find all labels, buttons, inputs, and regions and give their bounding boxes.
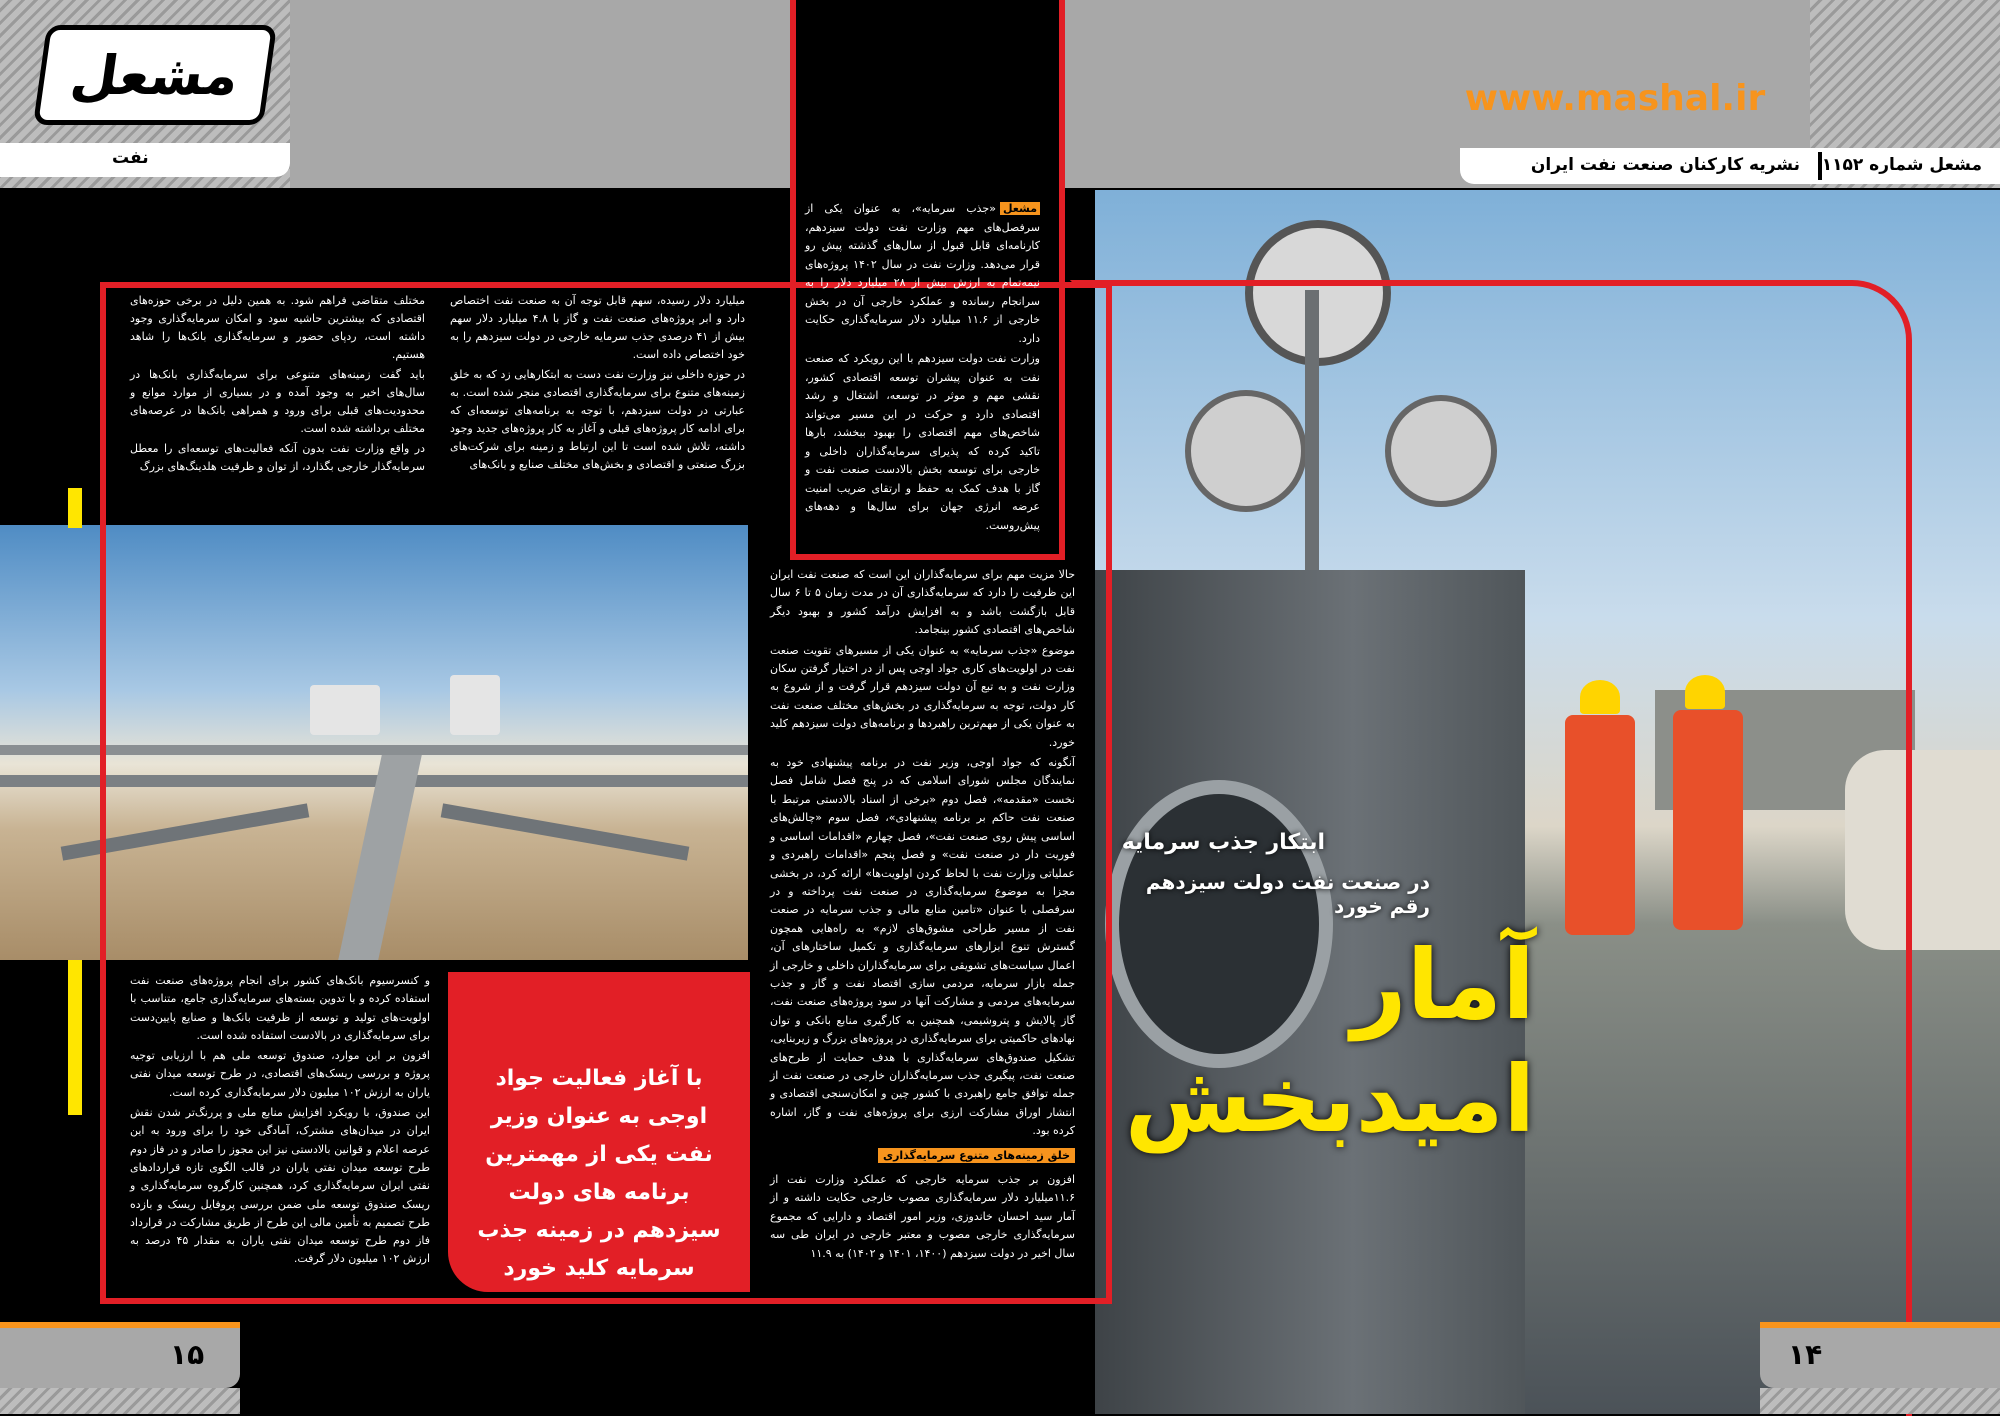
center-paragraph-4: افزون بر جذب سرمایه خارجی که عملکرد وزارت نفت از ۱۱.۶میلیارد دلار سرمایه‌گذاری مصوب خارجی حکایت داشته و از آمار سید احسان خاندوزی، وزیر امور اقتصاد و دارایی که مجموع سرمایه‌گذاری خارجی مصوب و معتبر خارجی در ایران طی سه سال اخیر در دولت سیزدهم (۱۴۰۰، ۱۴۰۱ و ۱۴۰۲) به ۱۱.۹ [770, 1173, 1075, 1260]
pullquote-text: با آغاز فعالیت جواد اوجی به عنوان وزیر نفت یکی از مهمترین برنامه های دولت سیزدهم در زمینه جذب سرمایه کلید خورد [477, 1066, 721, 1281]
yellow-bar-bottom [68, 960, 82, 1115]
footer-hatch-left [0, 1388, 240, 1414]
footer-hatch-right [1760, 1388, 2000, 1414]
left-bottom-column [130, 972, 430, 1271]
intro-paragraph-1: «جذب سرمایه»، به عنوان یکی از سرفصل‌های مهم وزارت نفت دولت سیزدهم، کارنامه‌ای قابل قبول از سال‌های گذشته پیش رو قرار می‌دهد. وزارت نفت در سال ۱۴۰۲ پروژه‌های نیمه‌تمام به ارزش بیش از ۲۸ میلیارد دلار را به سرانجام رسانده و عملکرد خارجی آن در بخش خارجی از ۱۱.۶ میلیارد دلار سرمایه‌گذاری حکایت دارد. [805, 202, 1040, 345]
source-tag: مشعل [1000, 202, 1040, 215]
headline-title-2: امیدبخش [1124, 1046, 1535, 1153]
left-bottom-paragraph-3: این صندوق، با رویکرد افزایش منابع ملی و پررنگ‌تر شدن نقش ایران در میدان‌های مشترک، آمادگی خود را برای ورود به این عرصه اعلام و قوانین بالادستی نیز این مجوز را صادر و در فاز دوم طرح توسعه میدان نفتی یاران در قالب الگوی تازه قراردادهای نفتی ایران سرمایه‌گذاری کرد، همچنین کارگروه سرمایه‌گذاری و ریسک صندوق توسعه ملی ضمن بررسی پروفایل ریسک و بازده طرح تصمیم به تأمین مالی این طرح از طریق مشارکت در قرارداد فاز دوم طرح توسعه میدان نفتی یاران به مقدار ۴۵ درصد به ارزش ۱۰۲ میلیون دلار گرفت. [130, 1106, 431, 1266]
footer-right [1760, 1322, 2000, 1388]
publication-name: نشریه کارکنان صنعت نفت ایران [1530, 155, 1800, 175]
left-b-paragraph-3: در واقع وزارت نفت بدون آنکه فعالیت‌های توسعه‌ای را معطل سرمایه‌گذار خارجی بگذارد، از توان و ظرفیت هلدینگ‌های بزرگ [130, 442, 425, 473]
intro-paragraph-2: وزارت نفت دولت سیزدهم با این رویکرد که صنعت نفت به عنوان پیشران توسعه اقتصادی کشور، نقشی مهم و موثر در توسعه، اشتغال و رشد اقتصادی دارد و حرکت در این مسیر می‌تواند شاخص‌های مهم اقتصادی را بهبود ببخشد، بارها تاکید کرده که پذیرای سرمایه‌گذاران داخلی و خارجی برای توسعه بخش بالادست صنعت نفت و گاز با هدف کمک به حفظ و ارتقای ضریب امنیت عرضه انرژی جهان برای سال‌ها و دهه‌های پیش‌روست. [805, 352, 1040, 532]
left-b-paragraph-2: باید گفت زمینه‌های متنوعی برای سرمایه‌گذاری بانک‌ها در سال‌های اخیر به وجود آمده و در بسیاری از موارد موانع و محدودیت‌های قبلی برای ورود و همراهی بانک‌ها در عرصه‌های مختلف برداشته شده است. [130, 368, 425, 435]
issue-divider [1818, 152, 1822, 180]
page-number-right: ۱۴ [1788, 1338, 1823, 1371]
center-paragraph-2: موضوع «جذب سرمایه» به عنوان یکی از مسیرهای تقویت صنعت نفت در اولویت‌های کاری جواد اوجی پس از در اختیار گرفتن سکان وزارت نفت و به تبع آن دولت سیزدهم قرار گرفت و از شروع به کار دولت، توجه به سرمایه‌گذاری در بخش‌های مختلف صنعت نفت به عنوان یکی از مهم‌ترین راهبردها و برنامه‌های دولت سیزدهم کلید خورد. [770, 643, 1075, 749]
website-url[interactable]: www.mashal.ir [1464, 78, 1766, 119]
issue-label: مشعل شماره ۱۱۵۲ [1821, 155, 1982, 175]
issue-bar [1460, 148, 2000, 184]
kicker-line-1: ابتکار جذب سرمایه [1121, 830, 1325, 855]
footer-left [0, 1322, 240, 1388]
left-a-paragraph-2: در حوزه داخلی نیز وزارت نفت دست به ابتکارهایی زد که به خلق زمینه‌های متنوع برای سرمایه‌گذاری اقتصادی منجر شده است. به عبارتی در دولت سیزدهم، با توجه به برنامه‌های توسعه‌ای که برای ادامه کار پروژه‌های قبلی و آغاز به کار پروژه‌های جدید وجود داشته، تلاش شده است تا این ارتباط و زمینه برای شرکت‌های بزرگ صنعتی و اقتصادی و بخش‌های مختلف صنایع و بانک‌های [450, 368, 745, 471]
logo-text: مشعل [67, 43, 243, 107]
intro-column [805, 200, 1040, 537]
page-number-left: ۱۵ [170, 1338, 205, 1371]
section-label: نفت [112, 148, 149, 168]
center-paragraph-1: حالا مزیت مهم برای سرمایه‌گذاران این است که صنعت نفت ایران این ظرفیت را دارد که سرمایه‌گذاری آن در مدت زمان ۵ تا ۶ سال قابل بازگشت باشد و به افزایش درآمد کشور و بهبود دیگر شاخص‌های اقتصادی کشور بینجامد. [770, 568, 1075, 637]
left-b-paragraph-1: مختلف متقاضی فراهم شود. به همین دلیل در برخی حوزه‌های اقتصادی که بیشترین حاشیه سود و امکان سرمایه‌گذاری وجود داشته است، ردپای حضور و سرمایه‌گذاری بانک‌ها را شاهد هستیم. [130, 294, 425, 361]
left-bottom-paragraph-2: افزون بر این موارد، صندوق توسعه ملی هم با ارزیابی توجیه پروژه و بررسی ریسک‌های اقتصادی، در طرح توسعه میدان نفتی یاران به ارزش ۱۰۲ میلیون دلار سرمایه‌گذاری کرده است. [130, 1049, 430, 1099]
logo-mark [33, 25, 277, 125]
left-top-column-a [450, 292, 745, 476]
kicker-line-2: در صنعت نفت دولت سیزدهم رقم خورد [1145, 870, 1430, 918]
left-top-column-b [130, 292, 425, 478]
section-bar-left [0, 143, 290, 177]
yellow-bar-top [68, 488, 82, 528]
left-bottom-paragraph-1: و کنسرسیوم بانک‌های کشور برای انجام پروژه‌های صنعت نفت استفاده کرده و با تدوین بسته‌های سرمایه‌گذاری جامع، متناسب با اولویت‌های تولید و توسعه از ظرفیت بانک‌ها و صنایع پایین‌دست برای سرمایه‌گذاری در بالادست استفاده شده است. [130, 974, 430, 1042]
headline-title-1: آمار [1351, 929, 1535, 1041]
center-column [770, 566, 1075, 1265]
pullquote-box [448, 972, 750, 1292]
subhead: خلق زمینه‌های متنوع سرمایه‌گذاری [878, 1148, 1075, 1163]
center-paragraph-3: آنگونه که جواد اوجی، وزیر نفت در برنامه پیشنهادی خود به نمایندگان مجلس شورای اسلامی که در پنج فصل شامل فصل نخست «مقدمه»، فصل دوم «برخی از اسناد بالادستی مرتبط با صنعت نفت حاکم بر برنامه پیشنهادی»، فصل سوم «چالش‌های اساسی پیش روی صنعت نفت»، فصل چهارم «اقدامات اساسی و فوریت دار در صنعت نفت» و فصل پنجم «اقدامات راهبردی و عملیاتی وزارت نفت با لحاظ کردن اولویت‌ها» ارائه کرد، در بخشی مجزا به موضوع سرمایه‌گذاری در صنعت نفت پرداخته و در سرفصلی با عنوان «تامین منابع مالی و جذب سرمایه در صنعت نفت از مسیر طراحی مشوق‌های لازم» به راه‌هایی همچون گسترش تنوع ابزارهای سرمایه‌گذاری و تکمیل ساختارهای آن، اعمال سیاست‌های تشویقی برای سرمایه‌گذاران داخلی و خارجی از جمله بازار سرمایه، مردمی سازی اقتصاد نفت و گاز و جذب سرمایه‌های مردمی و مشارکت آنها در سود پروژه‌های صنعت نفت، گاز پالایش و پتروشیمی، همچنین به کارگیری منابع بانکی و توان نهادهای حاکمیتی برای سرمایه‌گذاری در پروژه‌های بزرگ و زیربنایی، تشکیل صندوق‌های سرمایه‌گذاری با هدف حمایت از طرح‌های صنعت نفت، پیگیری جذب سرمایه‌گذاران خارجی در صنعت نفت از جمله توافق جامع راهبردی با کشور چین و امکان‌سنجی اقتصادی و انتشار اوراق مشارکت ارزی برای پروژه‌های نفت و گاز، اشاره کرده بود. [770, 756, 1075, 1138]
left-a-paragraph-1: میلیارد دلار رسیده، سهم قابل توجه آن به صنعت نفت اختصاص دارد و ابر پروژه‌های صنعت نفت و گاز با ۴.۸ میلیارد دلار سهم بیش از ۴۱ درصدی جذب سرمایه خارجی در دولت سیزدهم را به خود اختصاص داده است. [450, 294, 745, 361]
